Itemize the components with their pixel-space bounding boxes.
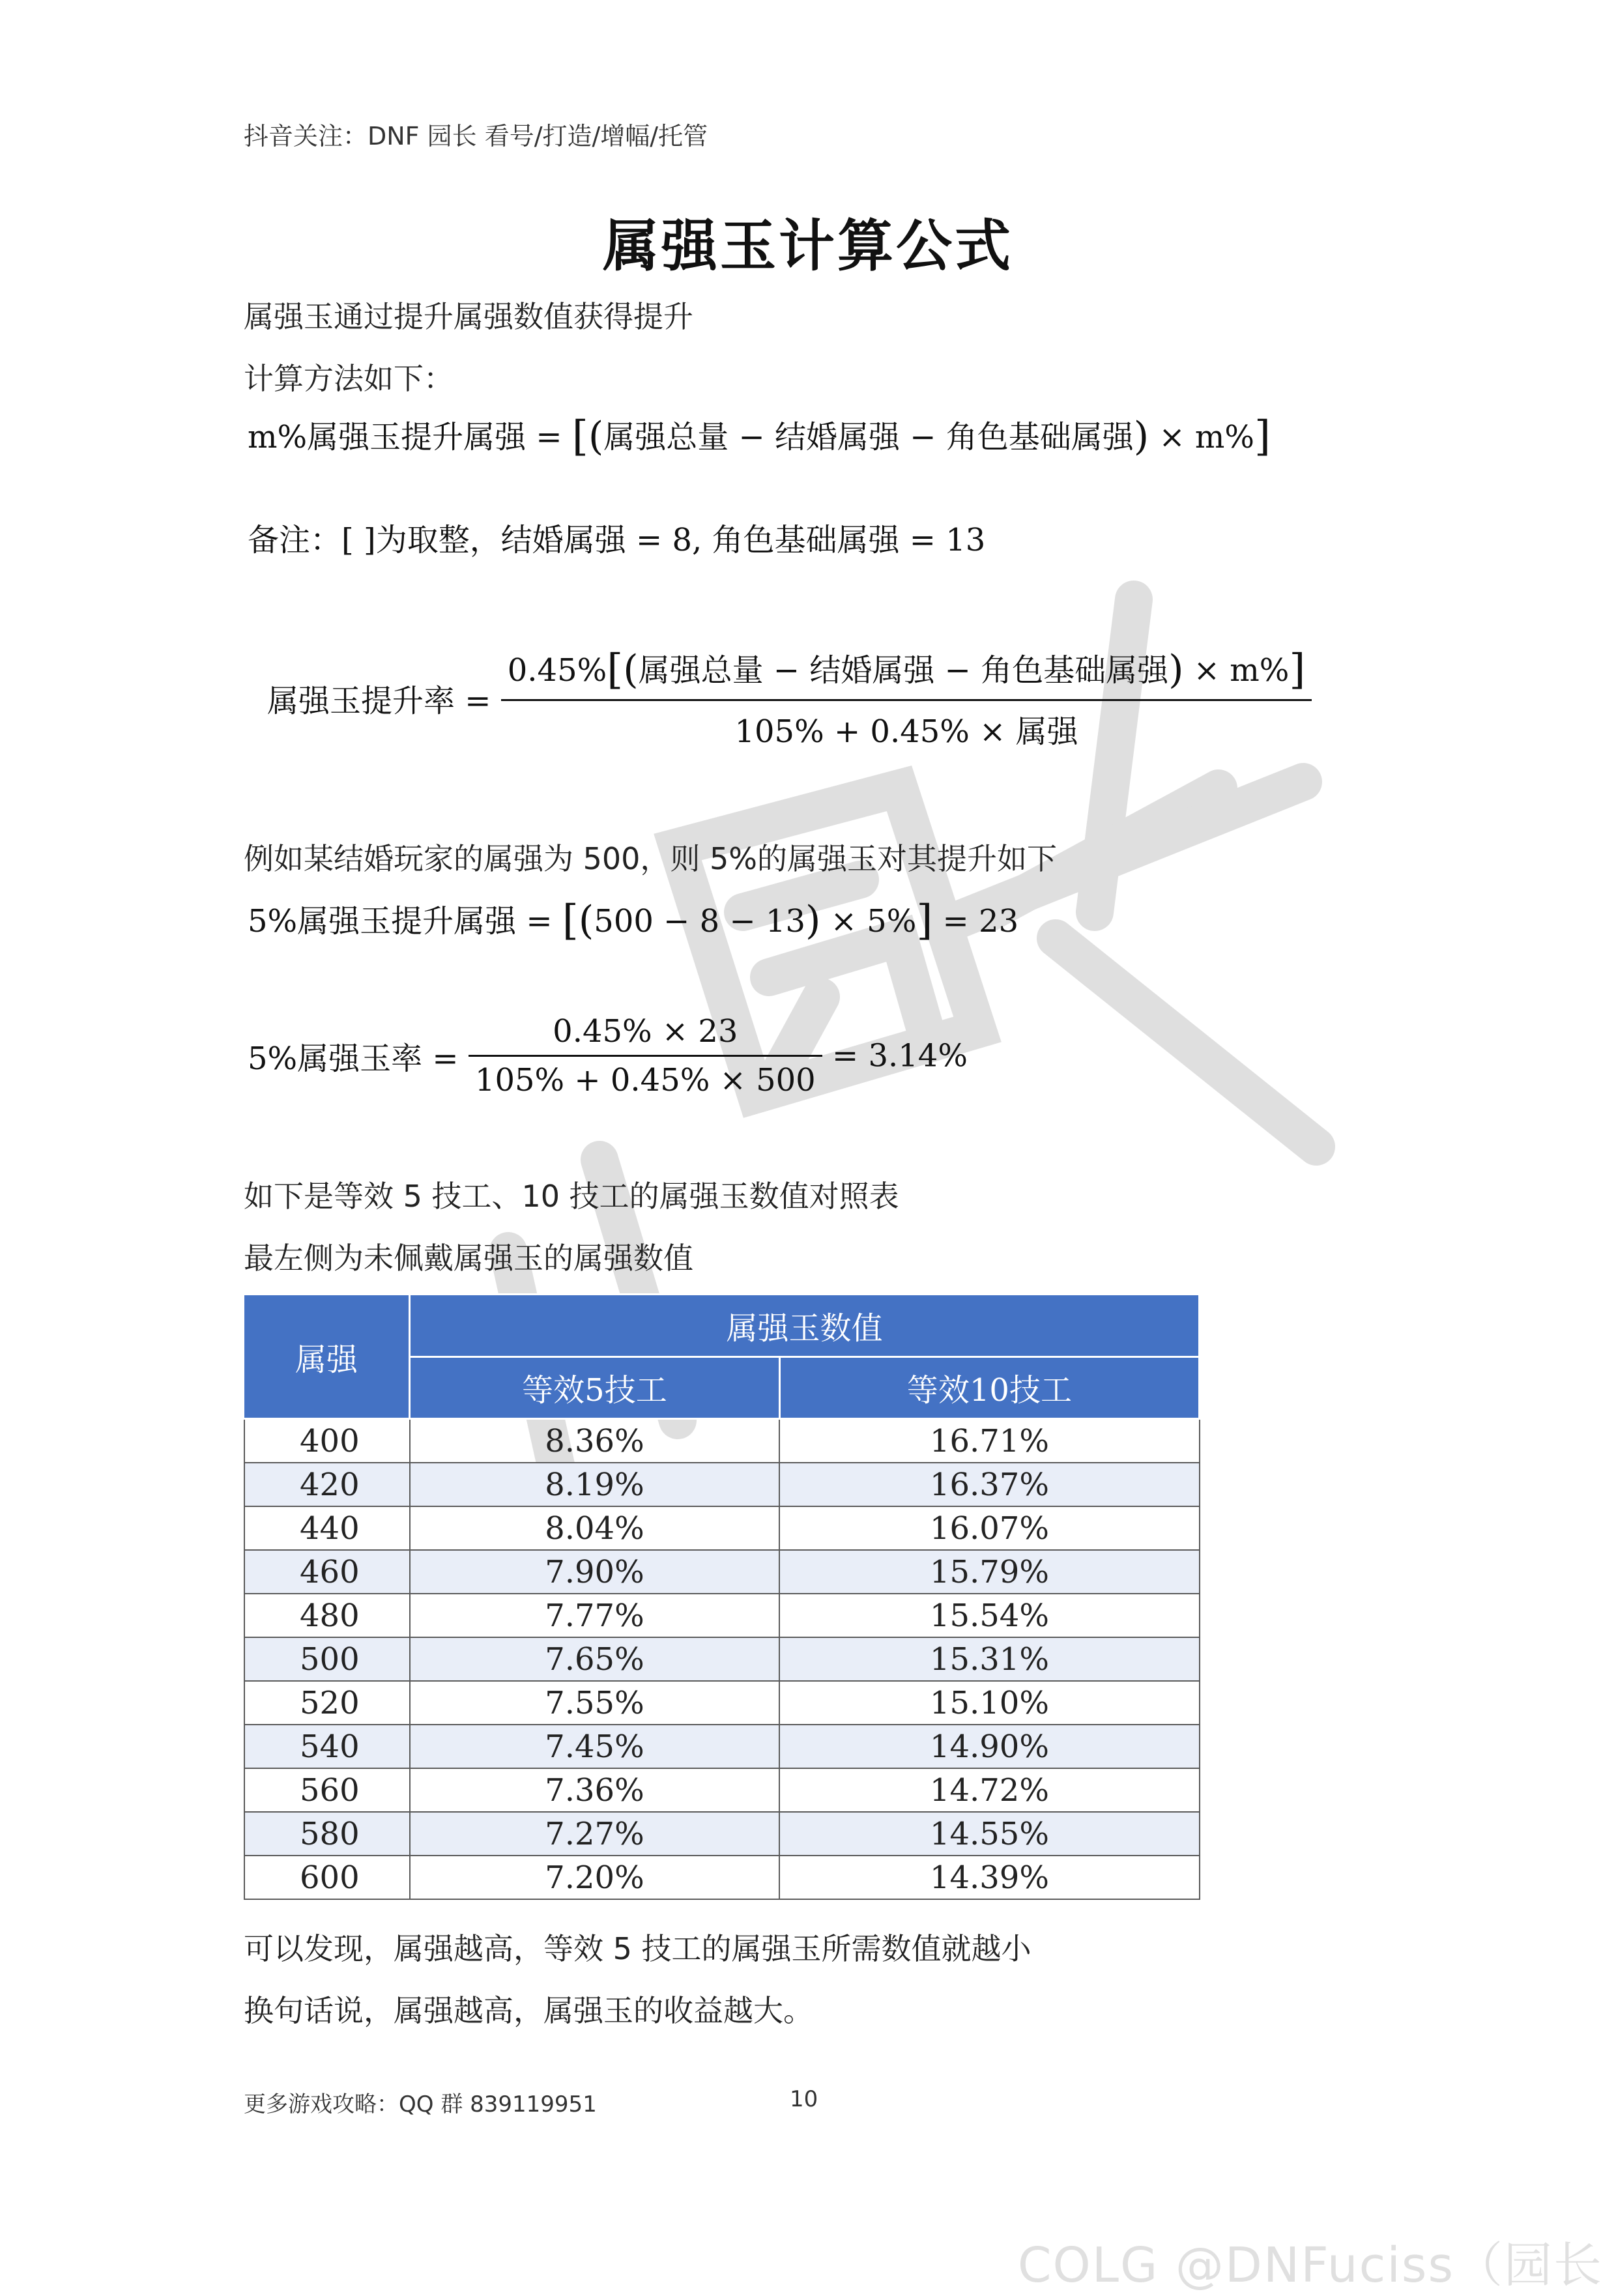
comparison-table xyxy=(244,1293,1200,1900)
table-cell-stat: 440 xyxy=(244,1506,410,1550)
formula-example-rate-den: 105% + 0.45% × 500 xyxy=(474,1062,816,1098)
table-cell-5: 8.04% xyxy=(410,1506,780,1550)
table-row xyxy=(244,1856,1200,1899)
table-row xyxy=(244,1812,1200,1856)
table-row xyxy=(244,1681,1200,1725)
intro-line-2: 计算方法如下： xyxy=(244,361,454,396)
table-cell-10: 15.54% xyxy=(779,1594,1199,1637)
corner-watermark: COLG @DNFuciss（园长 xyxy=(1017,2237,1603,2293)
table-cell-10: 16.07% xyxy=(779,1506,1199,1550)
table-cell-5: 7.20% xyxy=(410,1856,780,1899)
table-row-header: 属强 xyxy=(244,1295,410,1419)
table-cell-10: 16.71% xyxy=(779,1419,1199,1463)
formula-example-rate-lhs: 5%属强玉率 = xyxy=(248,1040,459,1077)
formula-example-increase: 5%属强玉提升属强 = [(500 − 8 − 13) × 5%] = 23 xyxy=(248,897,1019,945)
table-cell-stat: 420 xyxy=(244,1463,410,1506)
table-cell-10: 14.90% xyxy=(779,1725,1199,1768)
table-cell-5: 7.77% xyxy=(410,1594,780,1637)
formula-example-rate-num: 0.45% × 23 xyxy=(469,1013,822,1057)
table-cell-10: 15.31% xyxy=(779,1637,1199,1681)
formula-rate-num-inner: 属强总量 − 结婚属强 − 角色基础属强 xyxy=(638,652,1169,689)
formula-rate-lhs: 属强玉提升率 = xyxy=(267,683,491,719)
table-cell-stat: 460 xyxy=(244,1550,410,1594)
table-cell-5: 7.65% xyxy=(410,1637,780,1681)
table-row xyxy=(244,1637,1200,1681)
formula-example-inner: 500 − 8 − 13 xyxy=(594,903,805,940)
table-cell-10: 14.55% xyxy=(779,1812,1199,1856)
table-row xyxy=(244,1768,1200,1812)
table-cell-5: 8.19% xyxy=(410,1463,780,1506)
formula-example-tail: × 5% xyxy=(830,903,917,940)
formula-rate-num-tail: × m% xyxy=(1193,652,1290,689)
table-cell-10: 15.79% xyxy=(779,1550,1199,1594)
intro-line-1: 属强玉通过提升属强数值获得提升 xyxy=(244,299,693,334)
table-cell-10: 15.10% xyxy=(779,1681,1199,1725)
table-row xyxy=(244,1725,1200,1768)
page-number: 10 xyxy=(790,2086,818,2112)
formula-example-rate-result: = 3.14% xyxy=(831,1037,968,1074)
formula-example-rate-fraction xyxy=(469,1013,822,1098)
table-cell-5: 7.45% xyxy=(410,1725,780,1768)
formula-example-result: = 23 xyxy=(942,903,1019,940)
formula-rate-den: 105% + 0.45% × 属强 xyxy=(734,713,1078,750)
table-row xyxy=(244,1550,1200,1594)
table-cell-10: 14.39% xyxy=(779,1856,1199,1899)
table-cell-stat: 600 xyxy=(244,1856,410,1899)
table-cell-5: 7.90% xyxy=(410,1550,780,1594)
page-title: 属强玉计算公式 xyxy=(603,214,1013,279)
example-line: 例如某结婚玩家的属强为 500，则 5%的属强玉对其提升如下 xyxy=(244,841,1058,876)
table-cell-stat: 500 xyxy=(244,1637,410,1681)
table-group-header: 属强玉数值 xyxy=(410,1295,1200,1357)
table-intro-1: 如下是等效 5 技工、10 技工的属强玉数值对照表 xyxy=(244,1179,899,1214)
table-row xyxy=(244,1463,1200,1506)
table-cell-stat: 560 xyxy=(244,1768,410,1812)
header-note: 抖音关注：DNF 园长 看号/打造/增幅/托管 xyxy=(244,122,708,151)
table-cell-5: 8.36% xyxy=(410,1419,780,1463)
table-col-header-10: 等效10技工 xyxy=(779,1356,1199,1419)
table-row xyxy=(244,1594,1200,1637)
table-cell-stat: 520 xyxy=(244,1681,410,1725)
formula-rate xyxy=(267,645,1312,751)
table-row xyxy=(244,1419,1200,1463)
table-cell-stat: 540 xyxy=(244,1725,410,1768)
table-cell-10: 14.72% xyxy=(779,1768,1199,1812)
table-cell-stat: 400 xyxy=(244,1419,410,1463)
table-cell-stat: 480 xyxy=(244,1594,410,1637)
formula-example-rate xyxy=(248,1013,968,1098)
formula-example-lhs: 5%属强玉提升属强 = xyxy=(248,903,553,940)
note-line: 备注：[ ]为取整，结婚属强 = 8, 角色基础属强 = 13 xyxy=(248,522,986,558)
conclusion-line-1: 可以发现，属强越高，等效 5 技工的属强玉所需数值就越小 xyxy=(244,1931,1032,1966)
footer-qq-group: 更多游戏攻略：QQ 群 839119951 xyxy=(244,2091,597,2117)
table-col-header-5: 等效5技工 xyxy=(410,1356,780,1419)
table-cell-5: 7.55% xyxy=(410,1681,780,1725)
table-row xyxy=(244,1506,1200,1550)
table-cell-10: 16.37% xyxy=(779,1463,1199,1506)
table-intro-2: 最左侧为未佩戴属强玉的属强数值 xyxy=(244,1241,693,1276)
formula-increase: m%属强玉提升属强 = [(属强总量 − 结婚属强 − 角色基础属强) × m%] xyxy=(248,412,1271,461)
conclusion-line-2: 换句话说，属强越高，属强玉的收益越大。 xyxy=(244,1993,813,2028)
formula-rate-num-prefix: 0.45% xyxy=(507,652,607,689)
table-cell-5: 7.36% xyxy=(410,1768,780,1812)
formula-increase-tail: × m% xyxy=(1159,419,1255,455)
formula-increase-lhs: m%属强玉提升属强 = xyxy=(248,419,562,455)
table-cell-5: 7.27% xyxy=(410,1812,780,1856)
formula-rate-fraction: $\frac{\text{0.45\%[(属强总量 − 结婚属强 − 角色基础属强) × m\%]}}{\text{105\% + 0.45\% × 属强}}$ xyxy=(501,645,1312,751)
formula-increase-inner: 属强总量 − 结婚属强 − 角色基础属强 xyxy=(603,419,1134,455)
table-cell-stat: 580 xyxy=(244,1812,410,1856)
